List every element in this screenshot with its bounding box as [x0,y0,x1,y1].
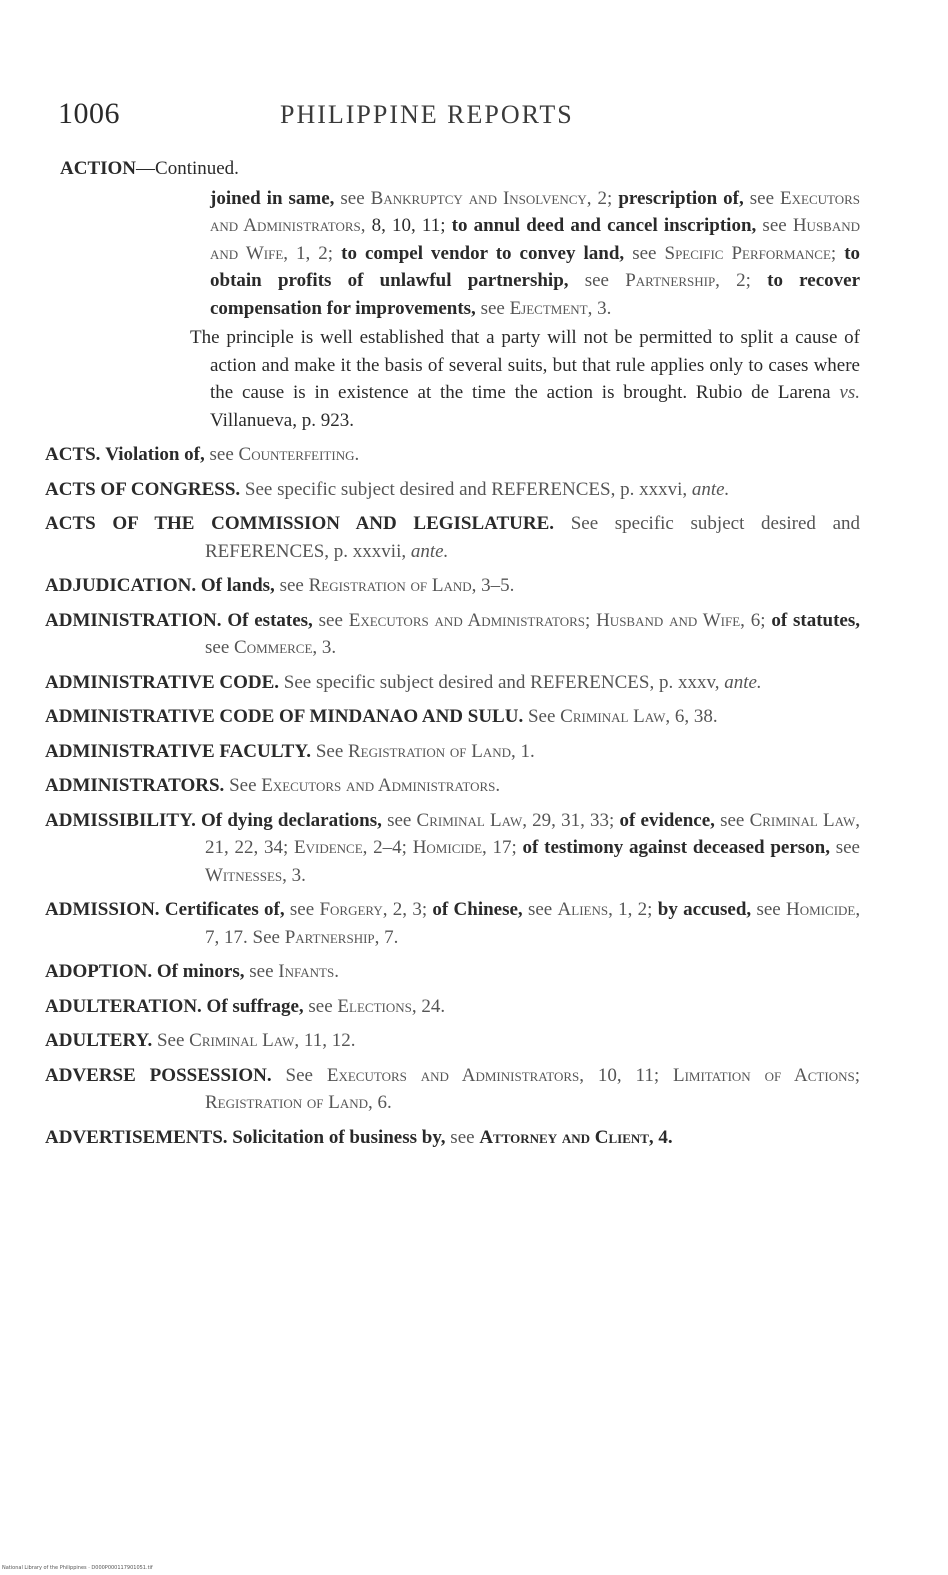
cross-reference: Criminal Law, 21, 22, 34; Evidence, 2–4; Homicide, 17; [205,809,861,858]
entry-heading: ADVERSE POSSESSION. [45,1064,272,1086]
see-label: see [632,242,657,264]
see-label: see [318,609,343,631]
see-label: see [279,575,304,596]
entry-heading: ADMINISTRATIVE FACULTY. [45,740,312,762]
see-label: see [835,837,860,858]
see-label: see [756,899,781,920]
entry-heading: ADULTERY. [45,1030,153,1051]
entry-heading: ACTS OF THE COMMISSION AND LEGISLATURE. [45,513,555,534]
see-label: See [285,1064,313,1086]
entry-heading: ACTS. [45,444,101,465]
index-entry-advertisements [40,1124,860,1152]
subentry: Of estates, [227,609,313,631]
index-column [40,155,860,1151]
cross-reference: Commerce, 3. [234,637,337,658]
subentry: Solicitation of business by, [232,1126,446,1148]
subentry: of evidence, [619,809,715,831]
see-label: see [308,995,333,1017]
see-label: See [315,740,344,762]
index-entry-administrative-code-mindanao [40,703,860,731]
running-title: PHILIPPINE REPORTS [280,100,574,129]
cross-reference: Aliens, 1, 2; [557,899,653,920]
cross-reference: Forgery, 2, 3; [319,899,428,920]
cross-reference: Criminal Law, 29, 31, 33; [416,809,615,831]
ante-label: ante. [410,540,449,562]
entry-heading: ADMISSION. [45,899,160,920]
cross-reference: Specific Performance; [664,242,837,264]
see-label: see [209,444,234,465]
index-entry-acts-of-commission [40,510,860,565]
cross-reference: Partnership, 7. [284,926,399,948]
see-label: see [527,899,553,920]
cross-reference: Executors and Administrators. [261,775,501,796]
entry-heading: ADOPTION. [45,961,153,982]
index-entry-adultery [40,1027,860,1055]
see-label: See [156,1030,185,1051]
continued-label: —Continued. [136,158,239,179]
subentry: to recover compensation for improvements, [210,270,861,319]
see-label: see [340,187,365,209]
entry-heading: ADMINISTRATIVE CODE. [45,671,280,693]
subentry: Violation of, [105,444,205,465]
ante-label: ante. [724,671,762,693]
subentry: of statutes, [771,609,861,631]
entry-heading: ADULTERATION. [45,995,202,1017]
see-label: See [527,706,556,727]
see-label: see [749,187,775,209]
subentry: of Chinese, [432,899,523,920]
index-entry-acts [40,441,860,469]
index-entry-administrative-code [40,669,860,697]
entry-heading: ADMINISTRATORS. [45,775,225,796]
see-label: see [450,1126,475,1148]
action-paragraph [190,324,860,434]
cross-reference: Executors and Administrators, 10, 11; Limitation of Actions; Registration of Land, 6. [205,1064,860,1113]
entry-heading: ADMINISTRATION. [45,609,222,631]
cross-reference: Husband and Wife, 1, 2; [210,215,861,264]
index-entry-adulteration [40,993,860,1021]
see-label: see [762,215,787,236]
cross-reference: Witnesses, 3. [205,864,306,886]
entry-heading: ADJUDICATION. [45,575,197,596]
see-label: See [252,926,280,948]
ante-label: ante. [691,478,730,500]
paragraph-text: The principle is well established that a party will not be permitted to split a cause of action and make it the basis of several suits, but that rule applies only to cases where the cause is in existence at the time the action is brought. Rubio de Larena [190,327,860,403]
cross-reference: Ejectment, 3. [509,297,612,319]
see-label: see [387,809,412,831]
entry-heading: ADMINISTRATIVE CODE OF MINDANAO AND SULU. [45,706,524,727]
cross-reference: Criminal Law, 11, 12. [189,1030,356,1051]
cross-reference: Bankruptcy and Insolvency, 2; [370,187,613,209]
cross-reference: Homicide, 7, 17. [205,899,861,948]
page-number: 1006 [58,97,120,130]
cross-reference: Elections, 24. [337,995,446,1017]
subentry: Of suffrage, [206,995,304,1017]
see-label: see [480,297,505,319]
see-label: see [584,270,609,291]
subentry: Of dying declarations, [201,809,382,831]
subentry: to obtain profits of unlawful partnership, [210,242,861,291]
subentry: Of minors, [156,961,245,982]
entry-heading: ADMISSIBILITY. [45,809,196,831]
entry-heading: ADVERTISEMENTS. [45,1126,228,1148]
index-entry-administrative-faculty [40,738,860,766]
subentry: to annul deed and cancel inscription, [451,215,757,236]
subentry: joined in same, [210,187,335,209]
subentries-action [210,185,860,323]
cross-reference: Counterfeiting. [238,444,360,465]
subentry: by accused, [657,899,752,920]
scan-footer: National Library of the Philippines · D000P000117901051.tif [2,1565,153,1571]
entry-text: See specific subject desired and REFERENCES, p. xxxv, [283,671,720,693]
see-label: see [720,809,745,831]
reference-numbers: 8, 10, 11; [365,215,446,236]
cross-reference: Registration of Land, 3–5. [308,575,515,596]
index-entry-administrators [40,772,860,800]
subentry: to compel vendor to convey land, [341,242,625,264]
see-label: see [205,637,230,658]
cross-reference: Executors and Administrators; Husband and Wife, 6; [348,609,766,631]
entry-text: See specific subject desired and REFERENCES, p. xxxvii, [205,513,860,562]
index-entry-action [60,155,860,183]
see-label: See [229,775,257,796]
index-entry-adoption [40,958,860,986]
index-entry-admissibility [40,807,860,890]
index-entry-adverse-possession [40,1062,860,1117]
index-entry-adjudication [40,572,860,600]
index-entry-admission [40,896,860,951]
versus-label: vs. [839,382,860,403]
cross-reference: Registration of Land, 1. [348,740,535,762]
entry-heading: ACTS OF CONGRESS. [45,478,241,500]
cross-reference: Partnership, 2; [625,270,751,291]
subentry: of testimony against deceased person, [522,837,830,858]
see-label: see [249,961,274,982]
index-entry-acts-of-congress [40,476,860,504]
cross-reference: Criminal Law, 6, 38. [560,706,718,727]
cross-reference: Attorney and Client, 4. [479,1126,673,1148]
case-citation: Villanueva, p. 923. [210,409,354,431]
subentry: prescription of, [618,187,744,209]
subentry: Of lands, [200,575,275,596]
subentry: Certificates of, [164,899,285,920]
entry-text: See specific subject desired and REFERENCES, p. xxxvi, [244,478,688,500]
index-entry-administration [40,607,860,662]
cross-reference: Executors and Administrators, [210,187,861,236]
see-label: see [289,899,315,920]
entry-heading: ACTION [60,158,137,179]
cross-reference: Infants. [278,961,339,982]
